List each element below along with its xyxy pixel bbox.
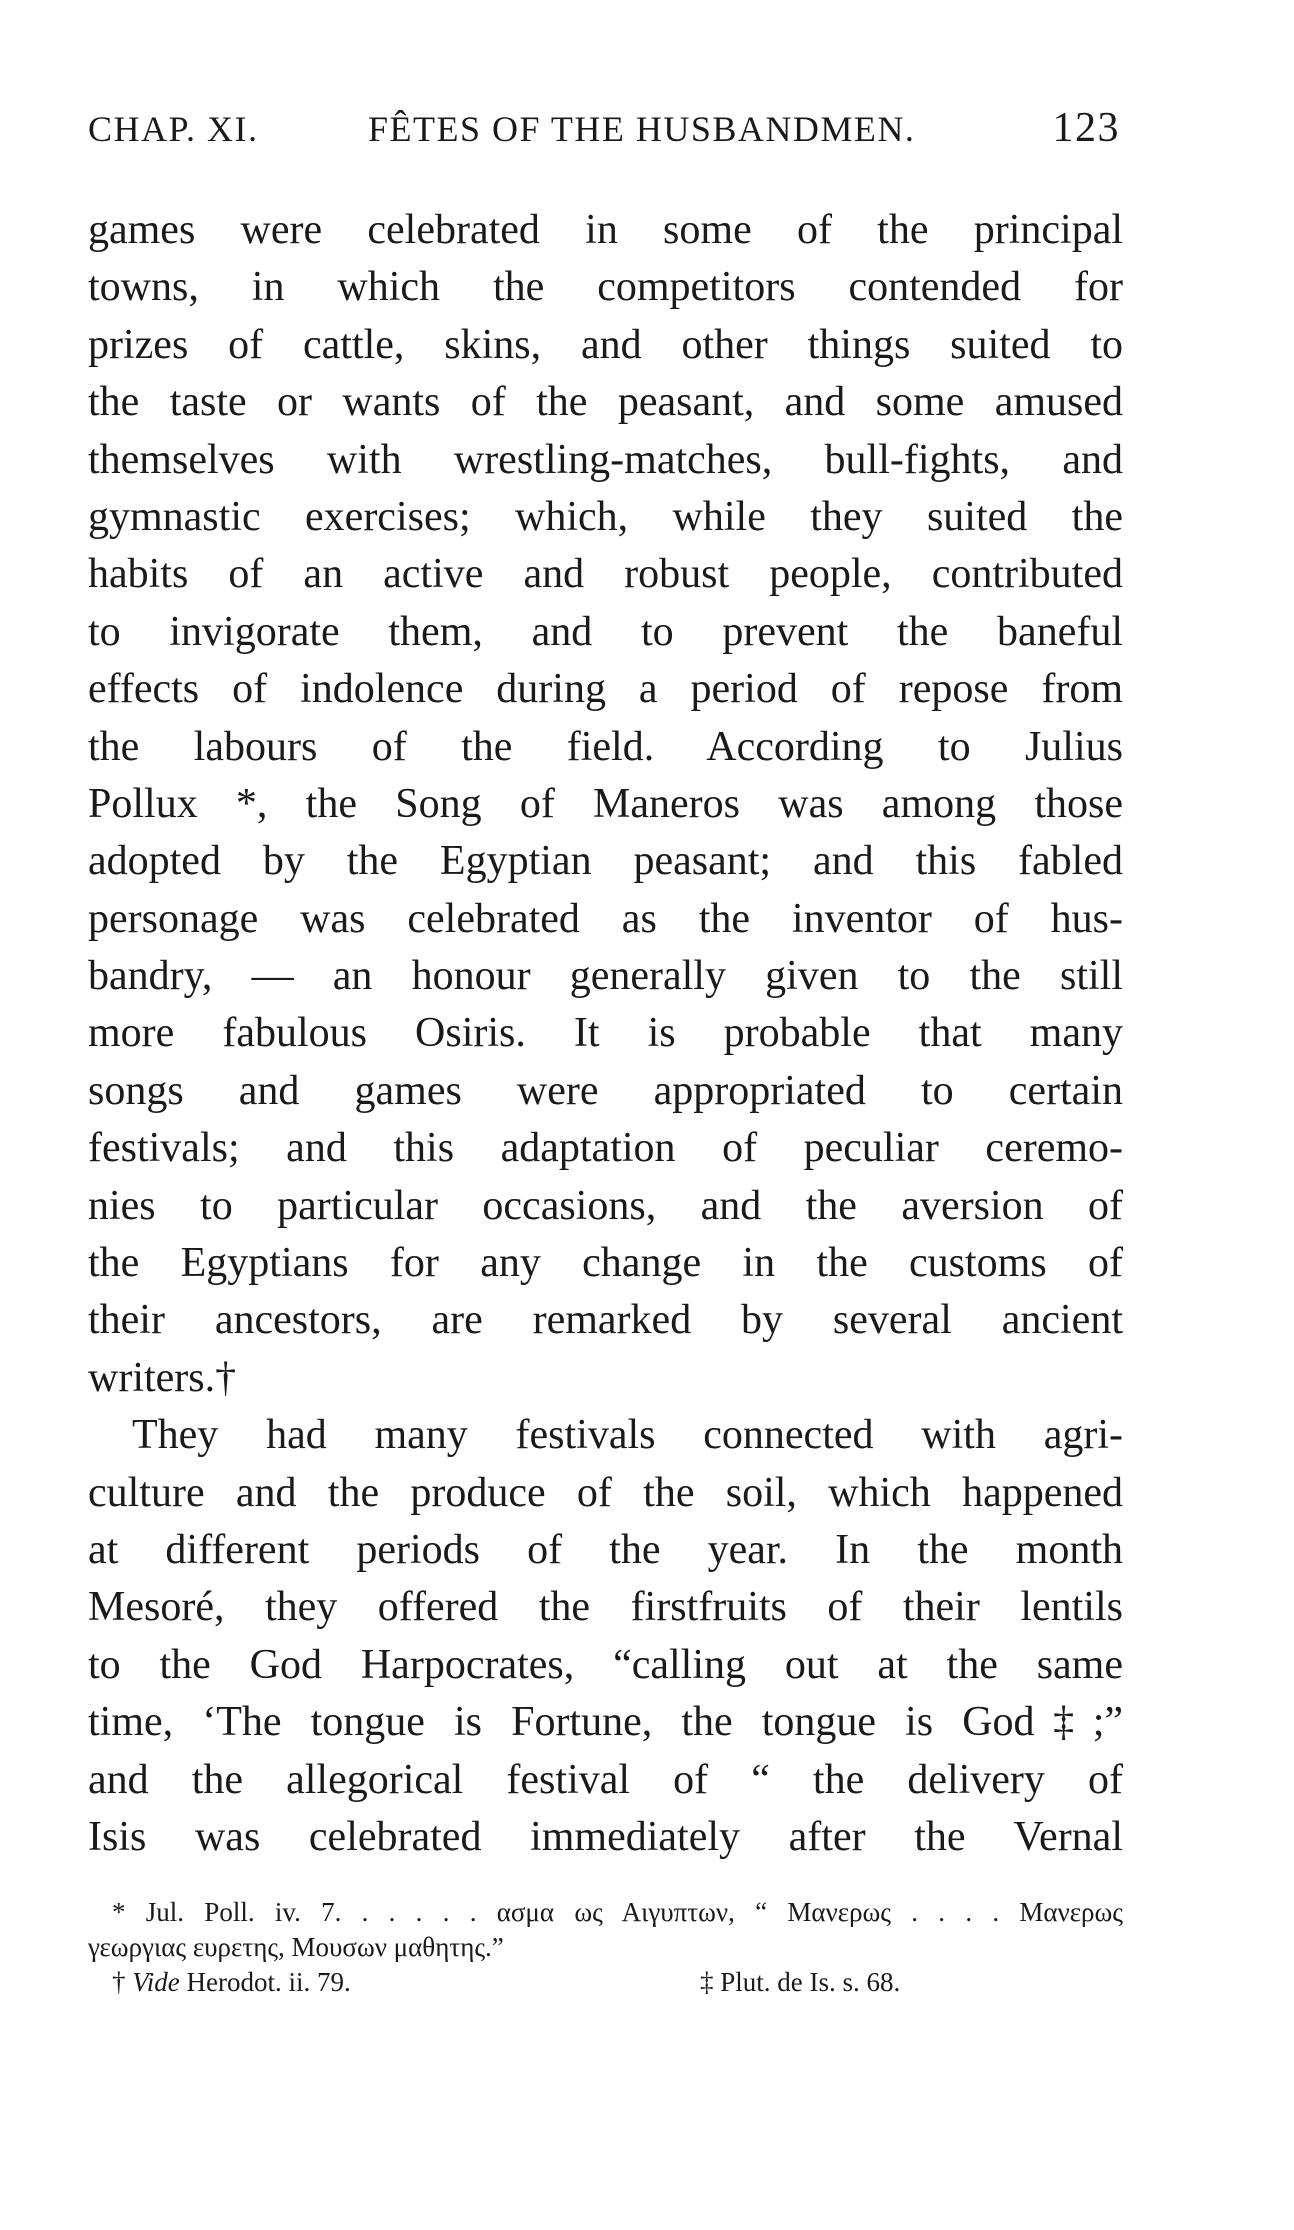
text-line: personage was celebrated as the inventor of hus- bbox=[88, 895, 1123, 942]
text-line: Pollux *, the Song of Maneros was among those bbox=[88, 780, 1123, 827]
text-line: writers.† bbox=[88, 1354, 237, 1401]
text-line: their ancestors, are remarked by several ancient bbox=[88, 1297, 1123, 1344]
text-line: Isis was celebrated immediately after the Vernal bbox=[88, 1813, 1123, 1860]
footnotes bbox=[88, 1895, 1123, 2000]
text-line: They had many festivals connected with agri- bbox=[132, 1412, 1123, 1459]
text-line: games were celebrated in some of the principal bbox=[88, 207, 1123, 253]
text-line: nies to particular occasions, and the aversion of bbox=[88, 1182, 1123, 1229]
chapter-title: FÊTES OF THE HUSBANDMEN. bbox=[368, 109, 916, 149]
text-line: to invigorate them, and to prevent the baneful bbox=[88, 608, 1123, 655]
running-header bbox=[88, 105, 1120, 160]
body-text bbox=[88, 202, 1123, 1866]
page-number: 123 bbox=[1052, 105, 1120, 151]
text-line: themselves with wrestling-matches, bull-fights, and bbox=[88, 436, 1123, 483]
text-line: and the allegorical festival of “ the delivery of bbox=[88, 1756, 1123, 1803]
footnote-line: * Jul. Poll. iv. 7. . . . . . ασμα ως Αιγυπτων, “ Μανερως . . . . Μανερως bbox=[112, 1897, 1123, 1927]
text-line: culture and the produce of the soil, which happened bbox=[88, 1469, 1123, 1516]
text-line: time, ‘The tongue is Fortune, the tongue is God‡;” bbox=[88, 1699, 1123, 1746]
text-line: to the God Harpocrates, “calling out at the same bbox=[88, 1641, 1123, 1688]
text-line: effects of indolence during a period of repose from bbox=[88, 666, 1123, 713]
footnote-line bbox=[88, 1965, 1123, 2000]
chapter-label: CHAP. XI. bbox=[88, 109, 259, 149]
text-line: songs and games were appropriated to certain bbox=[88, 1067, 1123, 1114]
text-line: the taste or wants of the peasant, and some amused bbox=[88, 379, 1123, 426]
text-line: prizes of cattle, skins, and other things suited to bbox=[88, 321, 1123, 368]
text-line: adopted by the Egyptian peasant; and this fabled bbox=[88, 838, 1123, 885]
footnote-citation: Herodot. ii. 79. bbox=[186, 1967, 351, 1997]
text-line: towns, in which the competitors contended for bbox=[88, 264, 1123, 311]
text-line: more fabulous Osiris. It is probable that many bbox=[88, 1010, 1123, 1057]
text-line: the labours of the field. According to Julius bbox=[88, 723, 1123, 770]
text-line: at different periods of the year. In the month bbox=[88, 1526, 1123, 1573]
text-line: gymnastic exercises; which, while they suited the bbox=[88, 493, 1123, 540]
text-line: Mesoré, they offered the firstfruits of their lentils bbox=[88, 1584, 1123, 1631]
dagger-mark: † bbox=[112, 1967, 126, 1997]
text-line: the Egyptians for any change in the customs of bbox=[88, 1240, 1123, 1287]
footnote-line: γεωργιας ευρετης, Μουσων μαθητης.” bbox=[88, 1932, 504, 1962]
footnote-italic: Vide bbox=[132, 1967, 180, 1997]
footnote-citation: ‡ Plut. de Is. s. 68. bbox=[700, 1967, 901, 1997]
text-line: bandry, — an honour generally given to the still bbox=[88, 953, 1123, 1000]
text-line: festivals; and this adaptation of peculiar ceremo- bbox=[88, 1125, 1123, 1172]
text-line: habits of an active and robust people, contributed bbox=[88, 551, 1123, 598]
